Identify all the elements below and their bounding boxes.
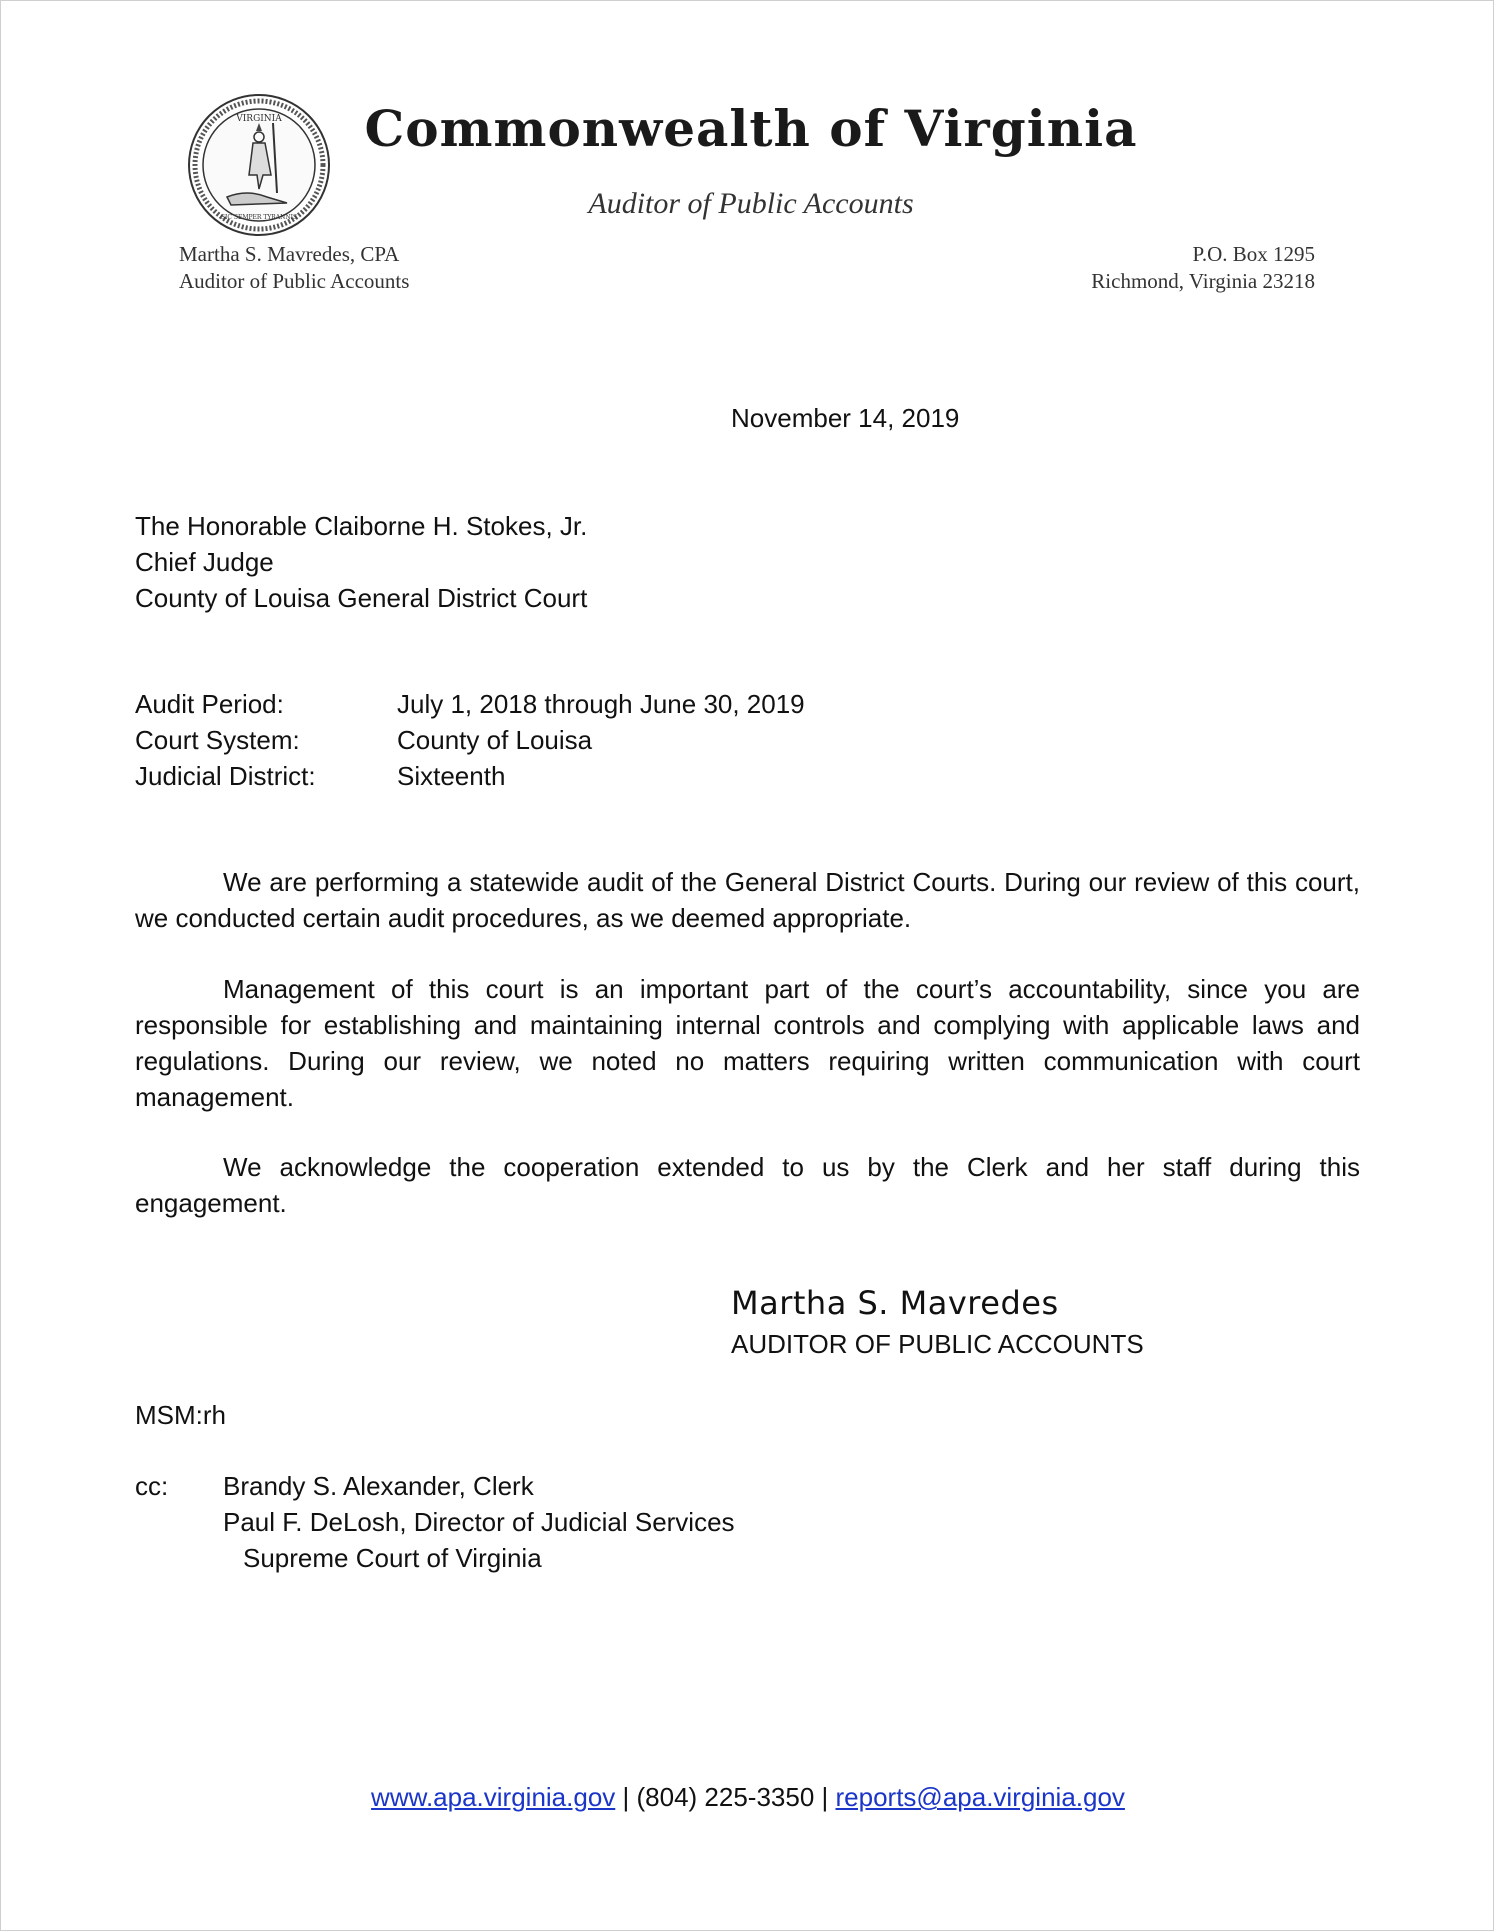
cc-list	[223, 1468, 735, 1576]
audit-info-row	[135, 722, 805, 758]
addressee-title: Chief Judge	[135, 547, 274, 577]
paragraph-text: We are performing a statewide audit of the General District Courts. During our review of this court, we conducted certain audit procedures, as we deemed appropriate.	[135, 867, 1360, 933]
body-paragraph-1	[135, 864, 1360, 936]
paragraph-text: Management of this court is an important part of the court’s accountability, since you are responsible for establishing and maintaining internal controls and complying with applicable laws and regulations. During our review, we noted no matters requiring written communication with court management.	[135, 974, 1360, 1112]
letterhead-subtitle: Auditor of Public Accounts	[588, 187, 914, 220]
cc-label: cc:	[135, 1471, 169, 1501]
cc-recipient: Brandy S. Alexander, Clerk	[223, 1471, 534, 1501]
svg-text:SIC SEMPER TYRANNIS: SIC SEMPER TYRANNIS	[220, 214, 298, 221]
judicial-district-label: Judicial District:	[135, 761, 316, 791]
city-state-line: Richmond, Virginia 23218	[1091, 269, 1315, 293]
letterhead-left-block	[179, 241, 409, 295]
email-link[interactable]: reports@apa.virginia.gov	[835, 1782, 1125, 1812]
audit-info-row	[135, 686, 805, 722]
reference-initials: MSM:rh	[135, 1400, 226, 1430]
signature-name: Martha S. Mavredes	[731, 1284, 1059, 1322]
court-system-value: County of Louisa	[397, 725, 593, 755]
court-system-label: Court System:	[135, 725, 300, 755]
body-paragraph-2	[135, 971, 1360, 1115]
footer-contact	[1, 1779, 1494, 1815]
audit-info-table	[135, 686, 805, 794]
paragraph-text: We acknowledge the cooperation extended to us by the Clerk and her staff during this engagement.	[135, 1152, 1360, 1218]
auditor-title-line: Auditor of Public Accounts	[179, 269, 410, 293]
audit-period-value: July 1, 2018 through June 30, 2019	[397, 689, 805, 719]
phone-number: (804) 225-3350	[636, 1782, 815, 1812]
signature-title: AUDITOR OF PUBLIC ACCOUNTS	[731, 1329, 1144, 1359]
audit-info-row	[135, 758, 805, 794]
letterhead-right-block	[1091, 241, 1315, 295]
audit-period-label: Audit Period:	[135, 689, 284, 719]
cc-recipient: Supreme Court of Virginia	[243, 1543, 542, 1573]
letterhead-title: Commonwealth of Virginia	[364, 99, 1138, 158]
body-paragraph-3	[135, 1149, 1360, 1221]
svg-text:VIRGINIA: VIRGINIA	[236, 114, 282, 124]
addressee-court: County of Louisa General District Court	[135, 583, 588, 613]
website-link[interactable]: www.apa.virginia.gov	[371, 1782, 616, 1812]
addressee-block	[135, 508, 587, 616]
letter-date: November 14, 2019	[731, 403, 960, 433]
po-box-line: P.O. Box 1295	[1192, 242, 1315, 266]
judicial-district-value: Sixteenth	[397, 761, 506, 791]
footer-separator: |	[615, 1782, 637, 1812]
footer-separator: |	[814, 1782, 836, 1812]
addressee-name: The Honorable Claiborne H. Stokes, Jr.	[135, 511, 588, 541]
auditor-name-line: Martha S. Mavredes, CPA	[179, 242, 400, 266]
cc-recipient: Paul F. DeLosh, Director of Judicial Services	[223, 1507, 735, 1537]
